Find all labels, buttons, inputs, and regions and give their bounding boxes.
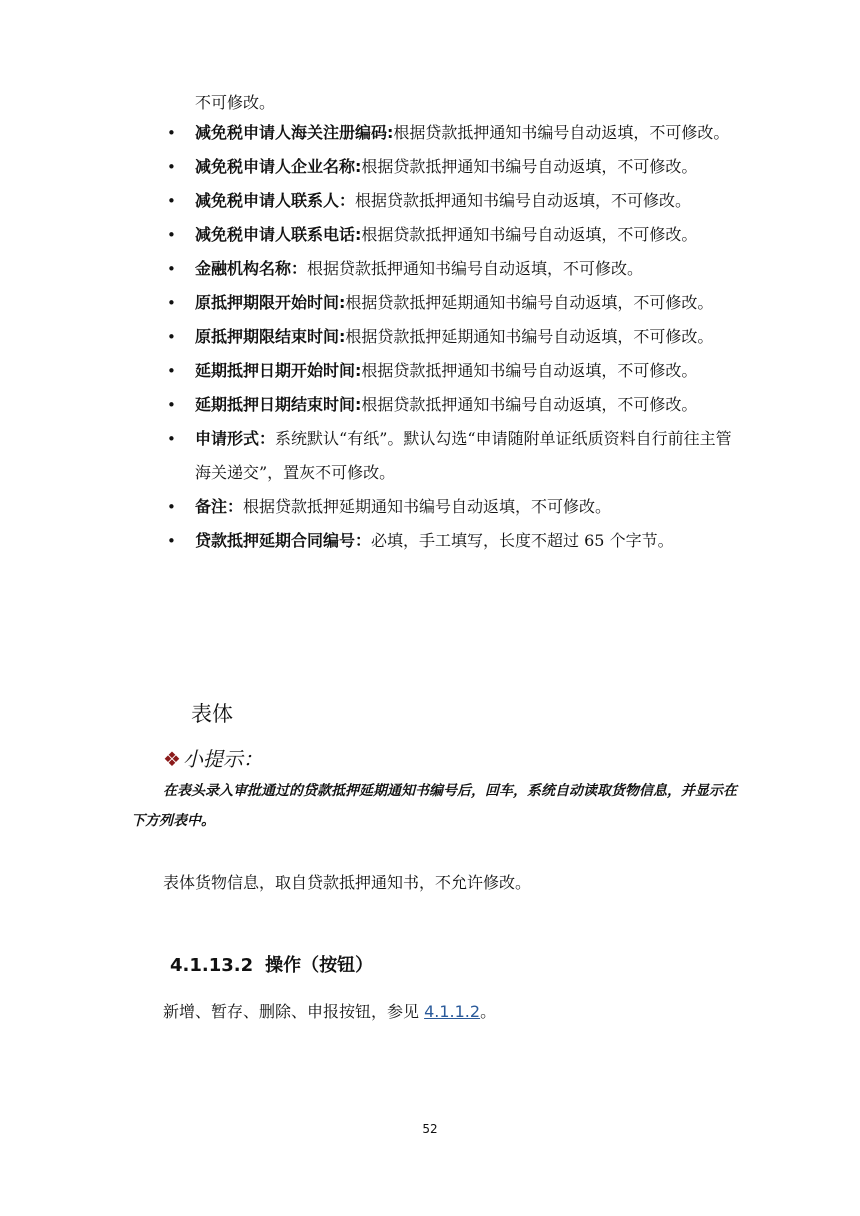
field-separator: : <box>355 157 362 176</box>
operations-text: 新增、暂存、删除、申报按钮，参见 <box>163 1002 425 1021</box>
subsection-number: 4.1.13.2 <box>170 955 254 976</box>
field-term: 贷款抵押延期合同编号 <box>195 531 356 550</box>
field-description: 根据贷款抵押通知书编号自动返填，不可修改。 <box>361 361 698 380</box>
subsection-heading <box>170 949 373 983</box>
field-term: 备注 <box>195 497 228 516</box>
field-term: 金融机构名称 <box>195 259 292 278</box>
field-term: 减免税申请人企业名称 <box>195 157 356 176</box>
bullet-icon: • <box>167 498 176 516</box>
field-description: 必填，手工填写，长度不超过 65 个字节。 <box>371 531 674 550</box>
field-term: 原抵押期限结束时间 <box>195 327 340 346</box>
field-separator: : <box>339 327 346 346</box>
field-term: 延期抵押日期结束时间 <box>195 395 356 414</box>
tip-title: 小提示： <box>182 747 263 771</box>
field-item <box>160 388 745 422</box>
bullet-icon: • <box>167 362 176 380</box>
bullet-icon: • <box>167 396 176 414</box>
bullet-icon: • <box>167 430 176 448</box>
section-reference-link[interactable]: 4.1.1.2 <box>424 1002 481 1021</box>
field-separator: : <box>355 395 362 414</box>
field-item <box>160 524 745 558</box>
field-term: 申请形式 <box>195 429 260 448</box>
operations-paragraph <box>163 995 496 1029</box>
field-item <box>160 116 745 150</box>
field-separator: ： <box>291 259 308 278</box>
field-item <box>160 422 745 490</box>
section-title: 表体 <box>191 702 233 726</box>
field-description: 根据贷款抵押延期通知书编号自动返填，不可修改。 <box>345 293 714 312</box>
field-term: 减免税申请人联系电话 <box>195 225 356 244</box>
field-item <box>160 184 745 218</box>
field-item <box>160 286 745 320</box>
field-description: 根据贷款抵押延期通知书编号自动返填，不可修改。 <box>243 497 612 516</box>
continuation-text: 不可修改。 <box>195 93 276 112</box>
field-description: 根据贷款抵押延期通知书编号自动返填，不可修改。 <box>345 327 714 346</box>
field-item <box>160 490 745 524</box>
bullet-icon: • <box>167 192 176 210</box>
field-separator: : <box>355 225 362 244</box>
field-item <box>160 252 745 286</box>
bullet-icon: • <box>167 124 176 142</box>
bullet-icon: • <box>167 328 176 346</box>
field-description: 根据贷款抵押通知书编号自动返填，不可修改。 <box>361 395 698 414</box>
bullet-icon: • <box>167 260 176 278</box>
field-term: 减免税申请人联系人 <box>195 191 340 210</box>
field-separator: ： <box>259 429 276 448</box>
tip-body: 在表头录入审批通过的贷款抵押延期通知书编号后，回车，系统自动读取货物信息，并显示在下方列表中。 <box>131 783 737 829</box>
bullet-icon: • <box>167 532 176 550</box>
field-description: 根据贷款抵押通知书编号自动返填，不可修改。 <box>361 157 698 176</box>
field-item <box>160 354 745 388</box>
field-description: 根据贷款抵押通知书编号自动返填，不可修改。 <box>307 259 644 278</box>
field-item <box>160 150 745 184</box>
field-item <box>160 320 745 354</box>
field-term: 减免税申请人海关注册编码 <box>195 123 388 142</box>
field-separator: : <box>355 361 362 380</box>
field-description: 根据贷款抵押通知书编号自动返填，不可修改。 <box>393 123 730 142</box>
field-separator: ： <box>355 531 372 550</box>
field-term: 延期抵押日期开始时间 <box>195 361 356 380</box>
field-separator: ： <box>339 191 356 210</box>
field-separator: ： <box>227 497 244 516</box>
operations-text-end: 。 <box>480 1002 497 1021</box>
field-description: 系统默认“有纸”。默认勾选“申请随附单证纸质资料自行前往主管海关递交”，置灰不可修改。 <box>195 429 732 482</box>
body-paragraph: 表体货物信息，取自贷款抵押通知书，不允许修改。 <box>163 873 532 892</box>
tip-heading <box>163 744 263 774</box>
field-item <box>160 218 745 252</box>
bullet-icon: • <box>167 226 176 244</box>
bullet-icon: • <box>167 294 176 312</box>
field-separator: : <box>339 293 346 312</box>
field-term: 原抵押期限开始时间 <box>195 293 340 312</box>
field-description: 根据贷款抵押通知书编号自动返填，不可修改。 <box>361 225 698 244</box>
field-separator: : <box>387 123 394 142</box>
bullet-icon: • <box>167 158 176 176</box>
diamond-cluster-icon: ❖ <box>163 747 181 771</box>
subsection-title: 操作（按钮） <box>265 955 374 976</box>
field-description: 根据贷款抵押通知书编号自动返填，不可修改。 <box>355 191 692 210</box>
page-number: 52 <box>422 1122 438 1136</box>
field-list <box>160 116 745 558</box>
